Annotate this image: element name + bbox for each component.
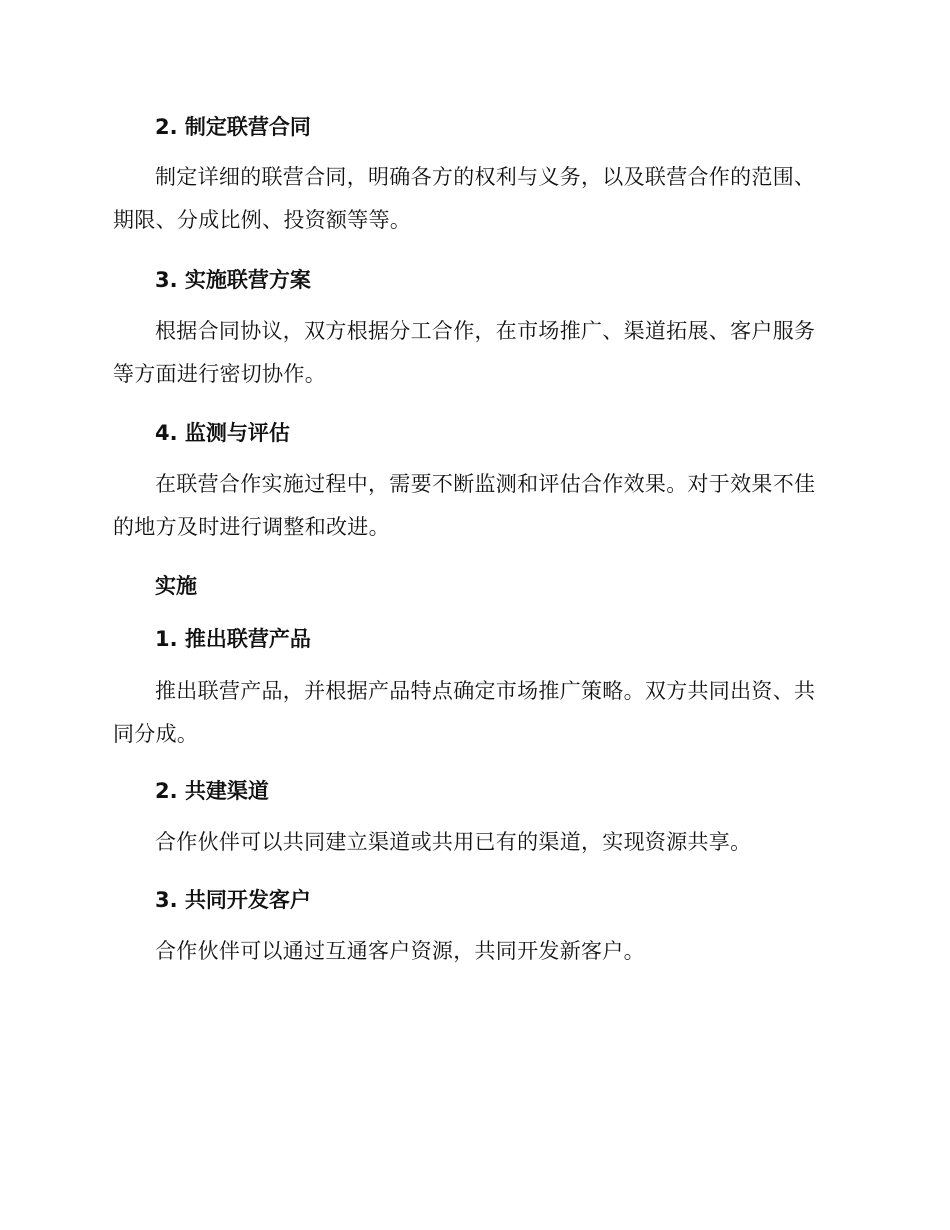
section-heading-channels: 2. 共建渠道: [155, 779, 269, 803]
paragraph-customers: 合作伙伴可以通过互通客户资源，共同开发新客户。: [155, 939, 645, 963]
section-heading-implementation: 实施: [155, 574, 197, 598]
section-heading-evaluation: 4. 监测与评估: [155, 421, 290, 445]
section-heading-contract: 2. 制定联营合同: [155, 115, 311, 139]
paragraph-contract: 制定详细的联营合同，明确各方的权利与义务，以及联营合作的范围、期限、分成比例、投资额等等。: [113, 165, 816, 232]
paragraph-channels: 合作伙伴可以共同建立渠道或共用已有的渠道，实现资源共享。: [155, 830, 752, 854]
section-heading-customers: 3. 共同开发客户: [155, 888, 311, 912]
paragraph-products: 推出联营产品，并根据产品特点确定市场推广策略。双方共同出资、共同分成。: [113, 679, 816, 746]
section-heading-plan: 3. 实施联营方案: [155, 268, 311, 292]
section-heading-products: 1. 推出联营产品: [155, 627, 311, 651]
paragraph-evaluation: 在联营合作实施过程中，需要不断监测和评估合作效果。对于效果不佳的地方及时进行调整和改进。: [113, 472, 816, 539]
paragraph-plan: 根据合同协议，双方根据分工合作，在市场推广、渠道拓展、客户服务等方面进行密切协作。: [113, 319, 816, 386]
